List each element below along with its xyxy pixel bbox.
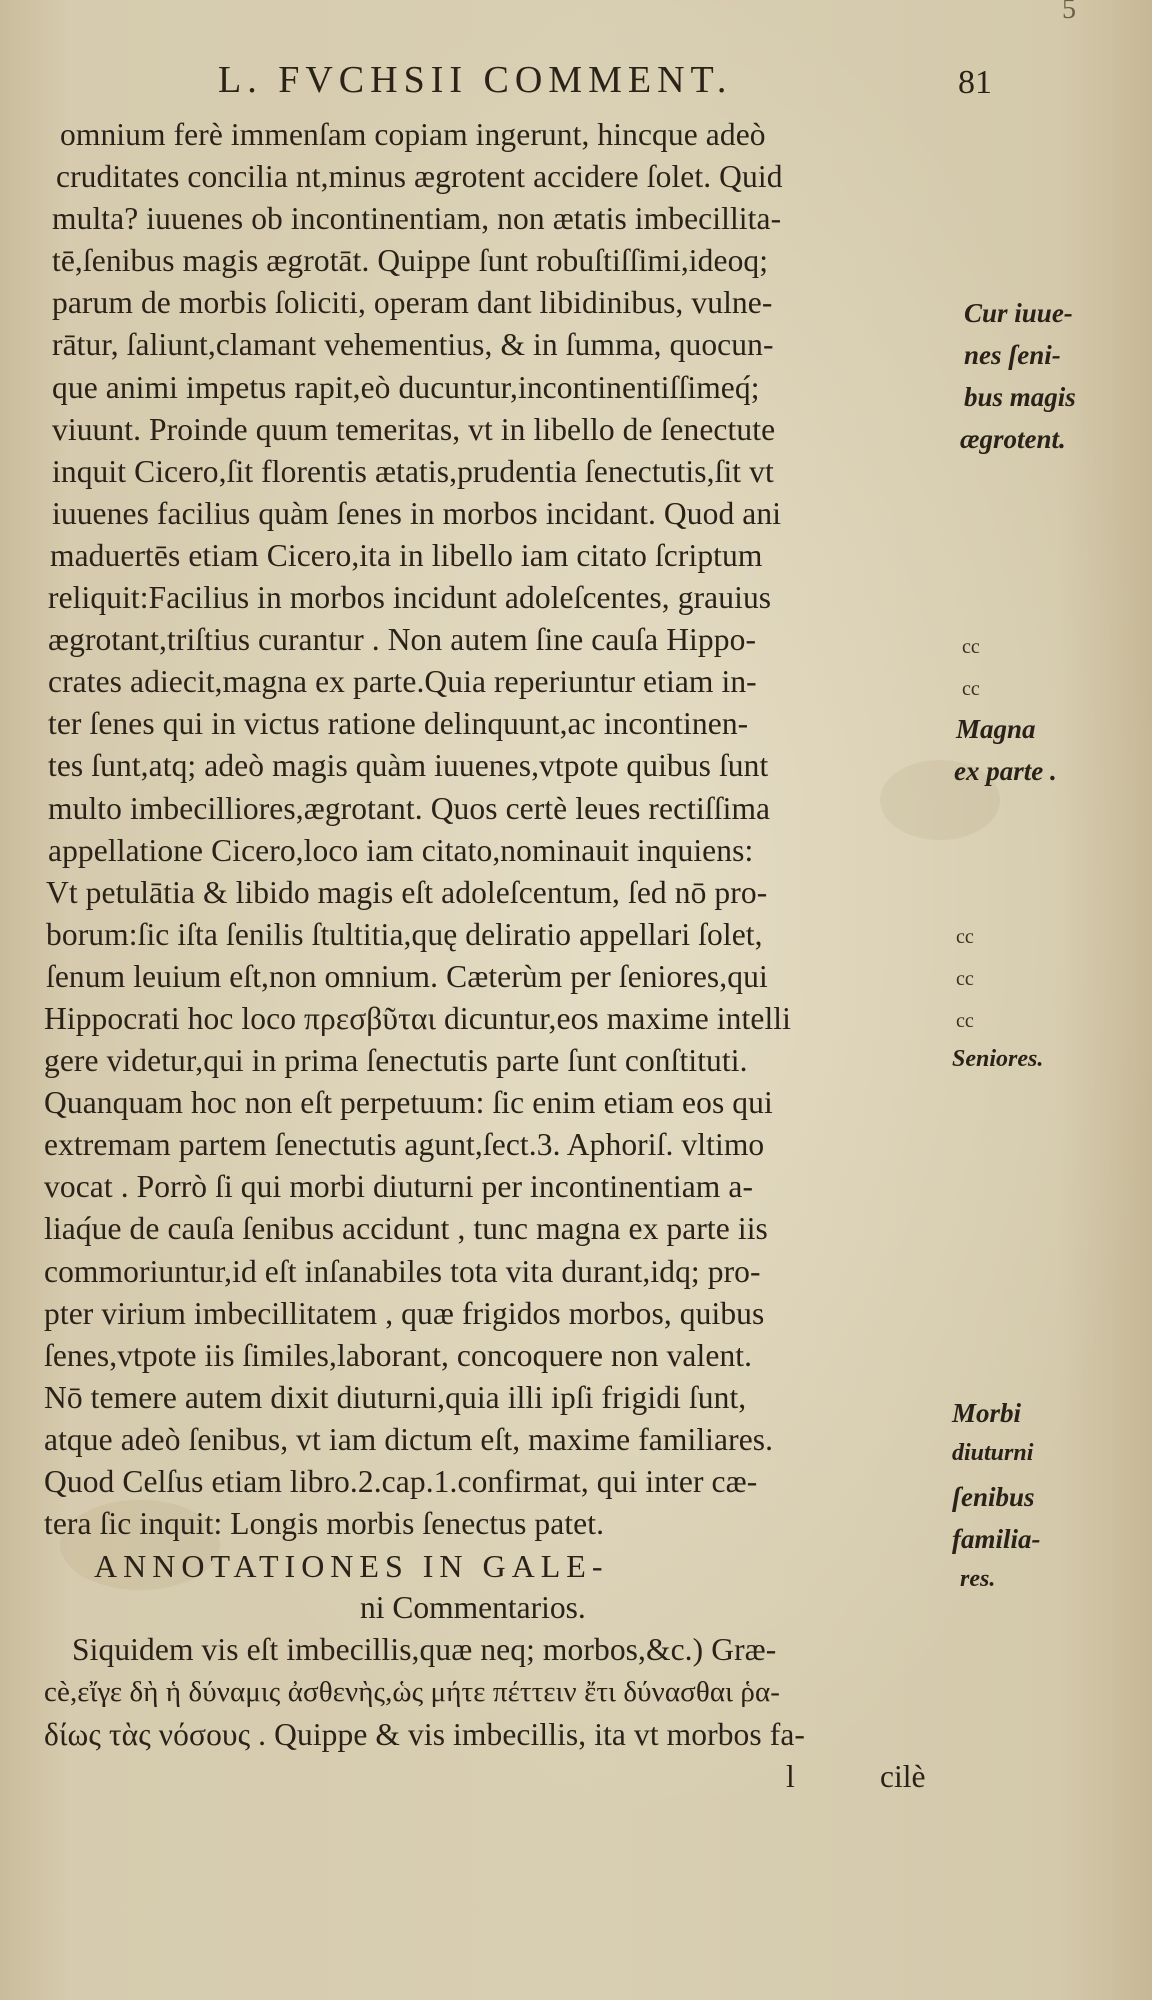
text-line: maduertēs etiam Cicero,ita in libello iam citato ſcriptum [50,537,763,573]
text-line: omnium ferè immenſam copiam ingerunt, hincque adeò [60,117,766,152]
text-line: reliquit:Facilius in morbos incidunt adoleſcentes, grauius [48,580,772,616]
text-line: multa? iuuenes ob incontinentiam, non ætatis imbecillita- [52,201,782,237]
text-line: Nō temere autem dixit diuturni,quia illi ipſi frigidi ſunt, [44,1379,747,1415]
text-line: tes ſunt,atq; adeò magis quàm iuuenes,vtpote quibus ſunt [48,748,769,784]
quote-mark: cc [956,968,974,990]
margin-note-line-wrap [960,1566,995,1593]
running-title: L. FVCHSII COMMENT. [218,59,733,101]
text-line: vocat . Porrò ſi qui morbi diuturni per incontinentiam a- [44,1169,754,1205]
text-line: tera ſic inquit: Longis morbis ſenectus patet. [44,1506,605,1542]
margin-note-magna [956,714,1036,745]
text-line: tē,ſenibus magis ægrotāt. Quippe ſunt robuſtiſſimi,ideoq; [52,243,769,279]
quote-mark: cc [956,926,974,948]
text-line: viuunt. Proinde quum temeritas, vt in libello de ſenectute [52,411,776,447]
margin-note-line: bus magis [964,382,1076,412]
text-line: rātur, ſaliunt,clamant vehementius, & in ſumma, quocun- [52,327,774,363]
margin-note-line: familia- [952,1524,1041,1554]
text-line: Quod Celſus etiam libro.2.cap.1.confirmat, qui inter cæ- [44,1464,758,1499]
margin-note-line: res. [960,1566,996,1592]
text-line: ſenes,vtpote iis ſimiles,laborant, concoquere non valent. [44,1337,753,1373]
margin-note-line: ex parte . [954,756,1057,786]
margin-note-line: Cur iuue- [964,298,1073,328]
annotations-heading: ANNOTATIONES IN GALE- [94,1548,609,1585]
text-line: crates adiecit,magna ex parte.Quia reperiuntur etiam in- [48,664,757,700]
text-line: gere videtur,qui in prima ſenectutis parte ſunt conſtituti. [44,1043,748,1079]
text-line: iuuenes facilius quàm ſenes in morbos incidant. Quod ani [52,495,782,531]
margin-note-line: ægrotent. [960,424,1066,454]
text-line: ægrotant,triſtius curantur . Non autem ſine cauſa Hippo- [48,622,757,658]
text-line: inquit Cicero,ſit florentis ætatis,prudentia ſenectutis,ſit vt [52,453,774,489]
margin-note-line-wrap [964,382,1076,413]
margin-note-line-wrap [954,756,1057,787]
margin-note-line: Morbi [952,1398,1022,1428]
annotation-line: Siquidem vis eſt imbecillis,quæ neq; morbos,&c.) Græ- [72,1632,777,1668]
margin-note-line: Seniores. [952,1046,1044,1072]
quote-mark: cc [962,636,980,658]
folio-number: 81 [958,64,992,101]
margin-note-line-wrap [952,1440,1033,1467]
text-line: ſenum leuium eſt,non omnium. Cæterùm per ſeniores,qui [46,958,768,994]
margin-note-line: nes ſeni- [964,340,1061,370]
text-line: atque adeò ſenibus, vt iam dictum eſt, maxime familiares. [44,1421,774,1457]
margin-note-cur-iuuenes [964,298,1073,329]
text-line: extremam partem ſenectutis agunt,ſect.3. Aphoriſ. vltimo [44,1127,765,1163]
text-line: multo imbecilliores,ægrotant. Quos certè leues rectiſſima [48,790,771,826]
margin-note-line: Magna [956,714,1036,744]
text-line: ter ſenes qui in victus ratione delinquunt,ac incontinen- [48,706,749,742]
text-line: que animi impetus rapit,eò ducuntur,incontinentiſſimeq́; [52,369,760,405]
text-line: commoriuntur,id eſt inſanabiles tota vita durant,idq; pro- [44,1253,761,1289]
annotation-line: cè,εἴγε δὴ ἡ δύναμις ἀσθενὴς,ὡς μήτε πέττειν ἔτι δύνασθαι ῥα- [44,1676,781,1709]
margin-note-line: diuturni [952,1440,1034,1466]
text-line: cruditates concilia nt,minus ægrotent accidere ſolet. Quid [56,159,783,195]
annotations-subheading: ni Commentarios. [360,1590,586,1626]
text-line: borum:ſic iſta ſenilis ſtultitia,quę deliratio appellari ſolet, [46,916,763,952]
catchword: cilè [880,1758,926,1794]
margin-note-line-wrap [964,340,1061,371]
margin-note-line-wrap [952,1482,1035,1513]
text-line: Vt petulātia & libido magis eſt adoleſcentum, ſed nō pro- [46,874,768,910]
corner-mark: 5 [1062,0,1076,25]
text-line: parum de morbis ſoliciti, operam dant libidinibus, vulne- [52,285,773,321]
text-line: Quanquam hoc non eſt perpetuum: ſic enim etiam eos qui [44,1085,773,1121]
quote-mark: cc [956,1010,974,1032]
margin-note-line: ſenibus [952,1482,1035,1512]
text-line: pter virium imbecillitatem , quæ frigidos morbos, quibus [44,1295,765,1331]
text-line: appellatione Cicero,loco iam citato,nominauit inquiens: [48,832,754,868]
signature-mark: l [786,1758,795,1794]
text-line: liaq́ue de cauſa ſenibus accidunt , tunc magna ex parte iis [44,1211,768,1247]
margin-note-line-wrap [952,1524,1041,1555]
margin-note-line-wrap [960,424,1066,455]
margin-note-morbi [952,1398,1021,1429]
text-line: Hippocrati hoc loco πρεσβῦται dicuntur,eos maxime intelli [44,1000,791,1036]
quote-mark: cc [962,678,980,700]
annotation-line: δίως τὰς νόσους . Quippe & vis imbecillis, ita vt morbos fa- [44,1716,805,1752]
margin-note-seniores [952,1046,1043,1073]
